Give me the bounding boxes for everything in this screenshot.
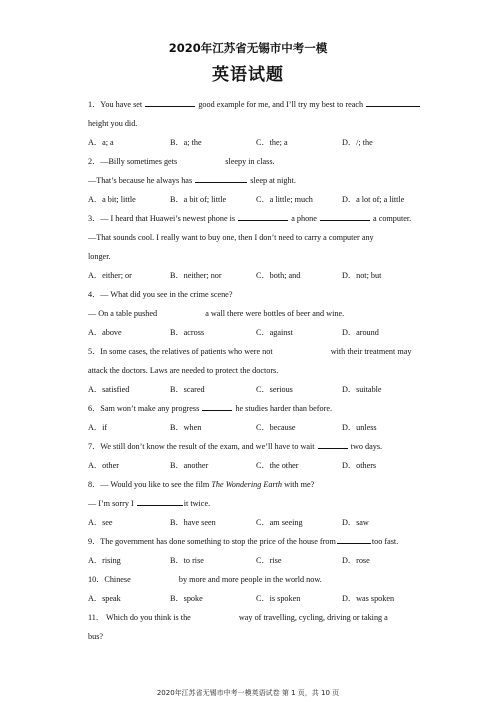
option-b: B．across (170, 328, 205, 337)
question-9-options (88, 551, 418, 570)
question-3-stem-cont: —That sounds cool. I really want to buy one, then I don’t need to carry a computer any (88, 233, 374, 242)
option-a: A．other (88, 461, 119, 470)
option-c: C．rise (256, 556, 282, 565)
option-b: B．another (170, 461, 209, 470)
question-5-options (88, 380, 418, 399)
question-11-stem: 11． Which do you think is the way of travelling, cycling, driving or taking a (88, 613, 388, 622)
answer-blank (238, 211, 288, 221)
question-6-stem: 6．Sam won’t make any progress he studies harder than before. (88, 399, 418, 418)
option-c: C．is spoken (256, 594, 301, 603)
option-c: C．serious (256, 385, 293, 394)
answer-blank (320, 211, 370, 221)
option-d: D．around (342, 328, 379, 337)
answer-blank (202, 401, 232, 411)
question-2-stem-cont: —That’s because he always has sleep at night. (88, 171, 418, 190)
question-5-stem: 5．In some cases, the relatives of patients who were not with their treatment may (88, 347, 412, 356)
question-4-stem-cont: — On a table pushed a wall there were bottles of beer and wine. (88, 309, 345, 318)
option-a: A．a; a (88, 138, 114, 147)
option-b: B．scared (170, 385, 205, 394)
option-b: B．to rise (170, 556, 204, 565)
answer-blank (195, 173, 247, 183)
question-3-stem-cont: longer. (88, 252, 111, 261)
option-c: C．both; and (256, 271, 301, 280)
question-list (88, 95, 418, 646)
question-3-options (88, 266, 418, 285)
option-c: C．against (256, 328, 293, 337)
option-d: D．was spoken (342, 594, 395, 603)
question-4-stem: 4．— What did you see in the crime scene? (88, 290, 233, 299)
question-6-options (88, 418, 418, 437)
question-2-stem: 2．—Billy sometimes gets sleepy in class. (88, 157, 275, 166)
option-a: A．above (88, 328, 122, 337)
question-4-options (88, 323, 418, 342)
question-10-options (88, 589, 418, 608)
exam-subtitle: 英语试题 (212, 65, 284, 85)
option-a: A．speak (88, 594, 121, 603)
option-c: C．the; a (256, 138, 288, 147)
option-d: D．rose (342, 556, 370, 565)
option-d: D．suitable (342, 385, 382, 394)
option-b: B．spoke (170, 594, 203, 603)
option-d: D．a lot of; a little (342, 195, 405, 204)
question-9-stem: 9．The government has done something to stop the price of the house from too fast. (88, 532, 418, 551)
option-a: A．rising (88, 556, 121, 565)
option-a: A．satisfied (88, 385, 130, 394)
question-7-options (88, 456, 418, 475)
option-d: D．saw (342, 518, 369, 527)
option-a: A．a bit; little (88, 195, 136, 204)
question-11-stem-cont: bus? (88, 632, 104, 641)
question-7-stem: 7．We still don’t know the result of the exam, and we’ll have to wait two days. (88, 437, 418, 456)
question-8-stem-cont: — I’m sorry I it twice. (88, 494, 418, 513)
question-3-stem: 3．— I heard that Huawei’s newest phone is a phone a computer. (88, 209, 418, 228)
option-d: D．others (342, 461, 377, 470)
question-2-options (88, 190, 418, 209)
option-a: A．see (88, 518, 113, 527)
question-8-stem: 8．— Would you like to see the film The Wondering Earth with me? (88, 480, 315, 489)
option-d: D．unless (342, 423, 377, 432)
option-d: D．/; the (342, 138, 373, 147)
option-c: C．a little; much (256, 195, 313, 204)
answer-blank (137, 496, 183, 506)
option-c: C．because (256, 423, 296, 432)
film-title: The Wondering Earth (211, 480, 283, 489)
option-a: A．either; or (88, 271, 132, 280)
question-1-options (88, 133, 418, 152)
question-1-stem-cont: height you did. (88, 119, 138, 128)
option-b: B．have seen (170, 518, 216, 527)
option-b: B．a; the (170, 138, 202, 147)
page-footer: 2020年江苏省无锡市中考一模英语试卷 第 1 页，共 10 页 (156, 689, 340, 697)
option-b: B．when (170, 423, 202, 432)
option-c: C．am seeing (256, 518, 303, 527)
answer-blank (366, 97, 420, 107)
question-8-options (88, 513, 418, 532)
question-1-stem: 1．You have set good example for me, and I’ll try my best to reach (88, 95, 418, 114)
answer-blank (318, 439, 348, 449)
option-a: A．if (88, 423, 108, 432)
option-c: C．the other (256, 461, 299, 470)
option-b: B．a bit of; little (170, 195, 227, 204)
question-10-stem: 10．Chinese by more and more people in the world now. (88, 575, 322, 584)
exam-title: 2020年江苏省无锡市中考一模 (168, 41, 328, 55)
answer-blank (337, 534, 371, 544)
option-d: D．not; but (342, 271, 382, 280)
question-5-stem-cont: attack the doctors. Laws are needed to protect the doctors. (88, 366, 279, 375)
answer-blank (145, 97, 195, 107)
option-b: B．neither; nor (170, 271, 222, 280)
